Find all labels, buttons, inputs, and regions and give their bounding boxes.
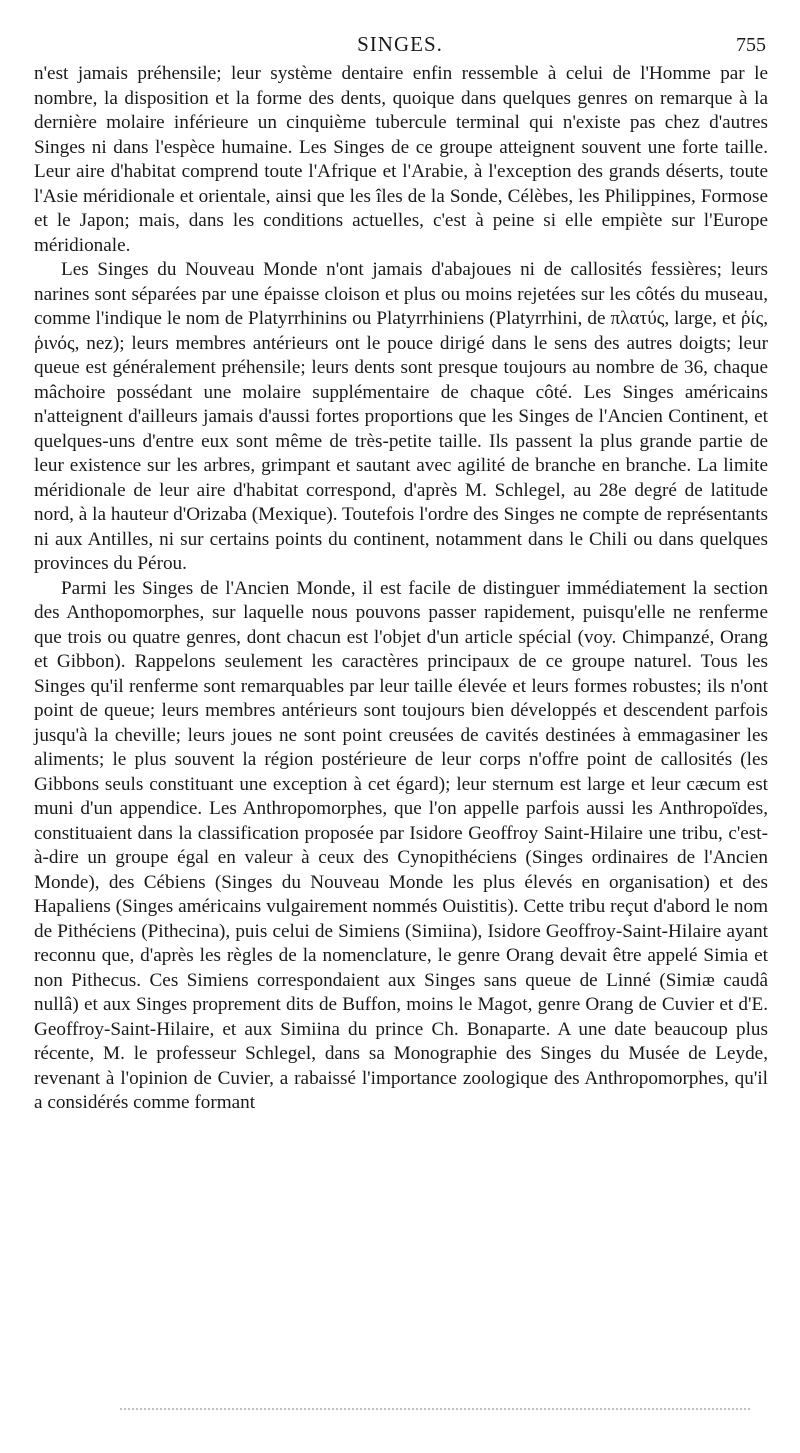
paragraph-continuation: n'est jamais préhensile; leur système dentaire enfin ressemble à celui de l'Homme par le nombre, la disposition et la forme des dents, quoique dans quelques genres on remarque à la dernière molaire inférieure un cinquième tubercule terminal qui n'existe pas chez d'autres Singes ni dans l'espèce humaine. Les Singes de ce groupe atteignent souvent une forte taille. Leur aire d'habitat comprend toute l'Afrique et l'Arabie, à l'exception des grands déserts, toute l'Asie méridionale et orientale, ainsi que les îles de la Sonde, Célèbes, les Philippines, Formose et le Japon; mais, dans les conditions actuelles, c'est à peine si elle empiète sur l'Europe méridionale. <box>34 63 768 256</box>
page-number: 755 <box>736 34 766 56</box>
page-header <box>0 28 800 58</box>
paragraph-old-world-anthropomorphs: Parmi les Singes de l'Ancien Monde, il est facile de distinguer immédiatement la section des Anthopomorphes, sur laquelle nous pouvons passer rapidement, puisqu'elle ne renferme que trois ou quatre genres, dont chacun est l'objet d'un article spécial (voy. Chimpanzé, Orang et Gibbon). Rappelons seulement les caractères principaux de ce groupe naturel. Tous les Singes qu'il renferme sont remarquables par leur taille élevée et leurs formes robustes; ils n'ont point de queue; leurs membres antérieurs sont toujours bien développés et descendent parfois jusqu'à la cheville; leurs joues ne sont point creusées de cavités destinées à emmagasiner les aliments; le plus souvent la région postérieure de leur corps n'offre point de callosités (les Gibbons seuls constituant une exception à cet égard); leur sternum est large et leur cæcum est muni d'un appendice. Les Anthropomorphes, que l'on appelle parfois aussi les Anthropoïdes, constituaient dans la classification proposée par Isidore Geoffroy Saint-Hilaire une tribu, c'est-à-dire un groupe égal en valeur à ceux des Cynopithéciens (Singes ordinaires de l'Ancien Monde), des Cébiens (Singes du Nouveau Monde les plus élevés en organisation) et des Hapaliens (Singes américains vulgairement nommés Ouistitis). Cette tribu reçut d'abord le nom de Pithéciens (Pithecina), puis celui de Simiens (Simiina), Isidore Geoffroy-Saint-Hilaire ayant reconnu que, d'après les règles de la nomenclature, le genre Orang devait être appelé Simia et non Pithecus. Ces Simiens correspondaient aux Singes sans queue de Linné (Simiæ caudâ nullâ) et aux Singes proprement dits de Buffon, moins le Magot, genre Orang de Cuvier et d'E. Geoffroy-Saint-Hilaire, et aux Simiina du prince Ch. Bonaparte. A une date beaucoup plus récente, M. le professeur Schlegel, dans sa Monographie des Singes du Musée de Leyde, revenant à l'opinion de Cuvier, a rabaissé l'importance zoologique des Anthropomorphes, qu'il a considérés comme formant <box>34 577 768 1113</box>
article-body <box>34 62 768 1116</box>
scan-footer-artifact <box>120 1408 750 1414</box>
paragraph-new-world-monkeys: Les Singes du Nouveau Monde n'ont jamais d'abajoues ni de callosités fessières; leurs narines sont séparées par une épaisse cloison et plus ou moins rejetées sur les côtés du museau, comme l'indique le nom de Platyrrhinins ou Platyrrhiniens (Platyrrhini, de πλατύς, large, et ῥίς, ῥινός, nez); leurs membres antérieurs ont le pouce dirigé dans le sens des autres doigts; leur queue est généralement préhensile; leurs dents sont presque toujours au nombre de 36, chaque mâchoire possédant une molaire supplémentaire de chaque côté. Les Singes américains n'atteignent d'ailleurs jamais d'aussi fortes proportions que les Singes de l'Ancien Continent, et quelques-uns d'entre eux sont même de très-petite taille. Ils passent la plus grande partie de leur existence sur les arbres, grimpant et sautant avec agilité de branche en branche. La limite méridionale de leur aire d'habitat correspond, d'après M. Schlegel, au 28e degré de latitude nord, à la hauteur d'Orizaba (Mexique). Toutefois l'ordre des Singes ne compte de représentants ni aux Antilles, ni sur certains points du continent, notamment dans le Chili ou dans quelques provinces du Pérou. <box>34 259 768 574</box>
running-title: SINGES. <box>357 32 443 56</box>
